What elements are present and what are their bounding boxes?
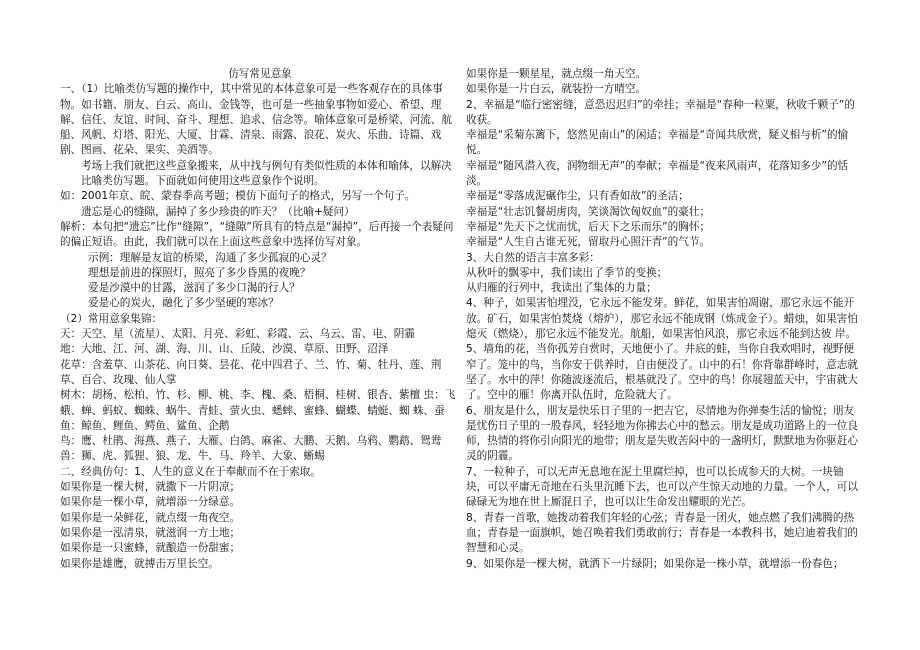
example-sentence: 爱是沙漠中的甘露，滋润了多少口渴的行人？	[88, 282, 300, 295]
text-line: 如：2001年京、皖、蒙春季高考题；模仿下面句子的格式，另写一个句子。	[60, 190, 416, 203]
text-line: 幸福是“随风潜入夜，润物细无声”的奉献；幸福是“夜来风雨声，花落知多少”的恬淡。	[466, 159, 849, 188]
example-sentence: 示例：理解是友谊的桥梁，沟通了多少孤寂的心灵？	[88, 251, 332, 264]
example-sentence: 爱是心的炭火，融化了多少坚硬的寒冰？	[88, 297, 279, 310]
text-line: 幸福是“零落成泥碾作尘，只有香如故”的圣洁；	[466, 190, 689, 203]
imagery-list: 花草：含羞草、山茶花、向日葵、昙花、花中四君子、兰、竹、菊、牡丹、莲、荆草、百合、玫瑰、仙人掌	[60, 358, 442, 386]
document-title: 仿写常见意象	[228, 68, 292, 80]
text-line: 如果你是一棵小草，就增添一分绿意。	[60, 496, 241, 509]
text-line: 如果你是一朵鲜花，就点缀一角夜空。	[60, 511, 241, 524]
imagery-list: 天：天空、星（流星）、太阳、月亮、彩虹、彩霞、云、乌云、雷、电、阴霾	[60, 328, 415, 341]
text-line: 6、朋友是什么，朋友是快乐日子里的一把吉它，尽情地为你弹奏生活的愉悦；朋友是忧伤日子里的一股春风，轻轻地为你拂去心中的愁云。朋友是成功道路上的一位良师，热情的将你引向阳光的地带；朋友是失败苦闷中的一盏明灯，默默地为你驱赶心灵的阴霾。	[466, 404, 858, 463]
section-heading: （2）常用意象集锦：	[60, 312, 163, 325]
text-line: 4、种子，如果害怕埋没，它永远不能发芽。鲜花，如果害怕凋谢，那它永远不能开放。矿石，如果害怕焚烧（熔炉），那它永远不能成钢（炼成金子）。蜡烛，如果害怕熄灭（燃烧），那它永远不能发光。航船，如果害怕风浪，那它永远不能到达彼 岸。	[466, 297, 858, 341]
text-line: 如果你是一棵大树，就撒下一片阴凉；	[60, 481, 241, 494]
text-line: 2、幸福是“临行密密缝，意恐迟迟归”的牵挂；幸福是“春种一粒粟，秋收千颗子”的收获。	[466, 98, 855, 126]
text-line: 5、墙角的花，当你孤芳自赏时，天地便小了。井底的蛙，当你自我欢唱时，视野便窄了。笼中的鸟，当你安于供养时，自由便没了。山中的石！你背靠群峰时，意志就坚了。水中的萍！你随波逐流后，根基就没了。空中的鸟！你展翅蓝天中，宇宙就大了。空中的雁！你离开队伍时，危险就大了。	[466, 343, 858, 402]
text-line: 如果你是一只蜜蜂，就酿造一份甜蜜；	[60, 542, 241, 555]
example-sentence: 遗忘是心的缝隙，漏掉了多少珍贵的昨天？（比喻+疑问）	[81, 205, 355, 218]
imagery-list: 鸟：鹰、杜鹃、海燕、燕子、大雁、白鸽、麻雀、大鹏、天鹅、乌鸦、鹦鹉、鸳鸯	[60, 435, 442, 448]
imagery-list: 兽：狮、虎、狐狸、狼、龙、牛、马、羚羊、大象、蜥蜴	[60, 450, 325, 463]
text-line: 如果你是一颗星星，就点缀一角天空。	[466, 68, 647, 80]
right-column	[466, 67, 864, 572]
imagery-list: 鱼：鲸鱼、鲤鱼、鳄鱼、鲨鱼、企鹅	[60, 419, 230, 432]
imagery-list: 地：大地、江、河、湖、海、川、山、丘陵、沙漠、草原、田野、沼泽	[60, 343, 389, 356]
text-line: 如果你是一片白云，就装扮一方晴空。	[466, 83, 647, 96]
text-line: 从秋叶的飘零中，我们读出了季节的变换；	[466, 266, 668, 279]
text-line: 7、一粒种子，可以无声无息地在泥土里腐烂掉，也可以长成参天的大树。一块铀块，可以平庸无奇地在石头里沉睡下去，也可以产生惊天动地的力量。一个人，可以碌碌无为地在世上厮混日子，也可以让生命发出耀眼的光芒。	[466, 465, 858, 509]
section-heading: 二、经典仿句：1、人生的意义在于奉献而不在于索取。	[60, 465, 321, 478]
example-sentence: 理想是前进的探照灯，照亮了多少昏黑的夜晚？	[88, 266, 311, 279]
text-line: 一、（1）比喻类仿写题的操作中，其中常见的本体意象可是一些客观存在的具体事物。如书籍、朋友、白云、高山、金钱等，也可是一些抽象事物如爱心、希望、理解、信任、友谊、时间、奋斗、理想、追求、信念等。喻体意象可是桥梁、河流、航船、风帆、灯塔、阳光、大厦、甘霖、清泉、雨露、浪花、炭火、乐曲、诗篇、戏剧、图画、花朵、果实、美酒等。	[60, 83, 452, 157]
text-line: 9、如果你是一棵大树，就洒下一片绿阴；如果你是一株小草，就增添一份春色；	[466, 557, 844, 570]
text-line: 从归雁的行列中，我读出了集体的力量；	[466, 282, 657, 295]
text-line: 8、青春一首歌，她拨动着我们年轻的心弦；青春是一团火，她点燃了我们沸腾的热血；青春是一面旗帜，她召唤着我们勇敢前行；青春是一本教科书，她启迪着我们的智慧和心灵。	[466, 511, 858, 555]
text-line: 如果你是一泓清泉，就滋润一方土地；	[60, 526, 241, 539]
text-line: 3、大自然的语言丰富多彩：	[466, 251, 600, 264]
text-line: 幸福是“人生自古谁无死，留取丹心照汗青”的气节。	[466, 236, 711, 249]
text-line: 如果你是雄鹰，就搏击万里长空。	[60, 557, 219, 570]
left-column	[60, 67, 460, 572]
text-line: 解析：本句把“遗忘”比作“缝隙”，“缝隙”所具有的特点是“漏掉”，后再接一个表疑问的偏正短语。由此，我们就可以在上面这些意象中选择仿写对象。	[60, 220, 454, 249]
text-line: 考场上我们就把这些意象搬来，从中找与例句有类似性质的本体和喻体，以解决比喻类仿写题。下面就如何使用这些意象作个说明。	[81, 159, 452, 188]
text-line: 幸福是“先天下之忧而忧，后天下之乐而乐”的胸怀；	[466, 220, 711, 233]
text-line: 幸福是“采菊东篱下，悠然见南山”的闲适；幸福是“奇闻共欣赏，疑义相与析”的愉悦。	[466, 129, 849, 157]
imagery-list: 树木：胡杨、松柏、竹、杉、柳、桃、李、槐、桑、梧桐、桂树、银杏、紫檀 虫：飞蛾、蝉、蚂蚁、蜘蛛、蜗牛、青蛙、萤火虫、蟋蟀、蜜蜂、蝴蝶、蜻蜓、蜘 蛛、蚕	[60, 389, 456, 417]
text-line: 幸福是“壮志饥餐胡虏肉，笑谈渴饮匈奴血”的豪壮；	[466, 205, 711, 218]
